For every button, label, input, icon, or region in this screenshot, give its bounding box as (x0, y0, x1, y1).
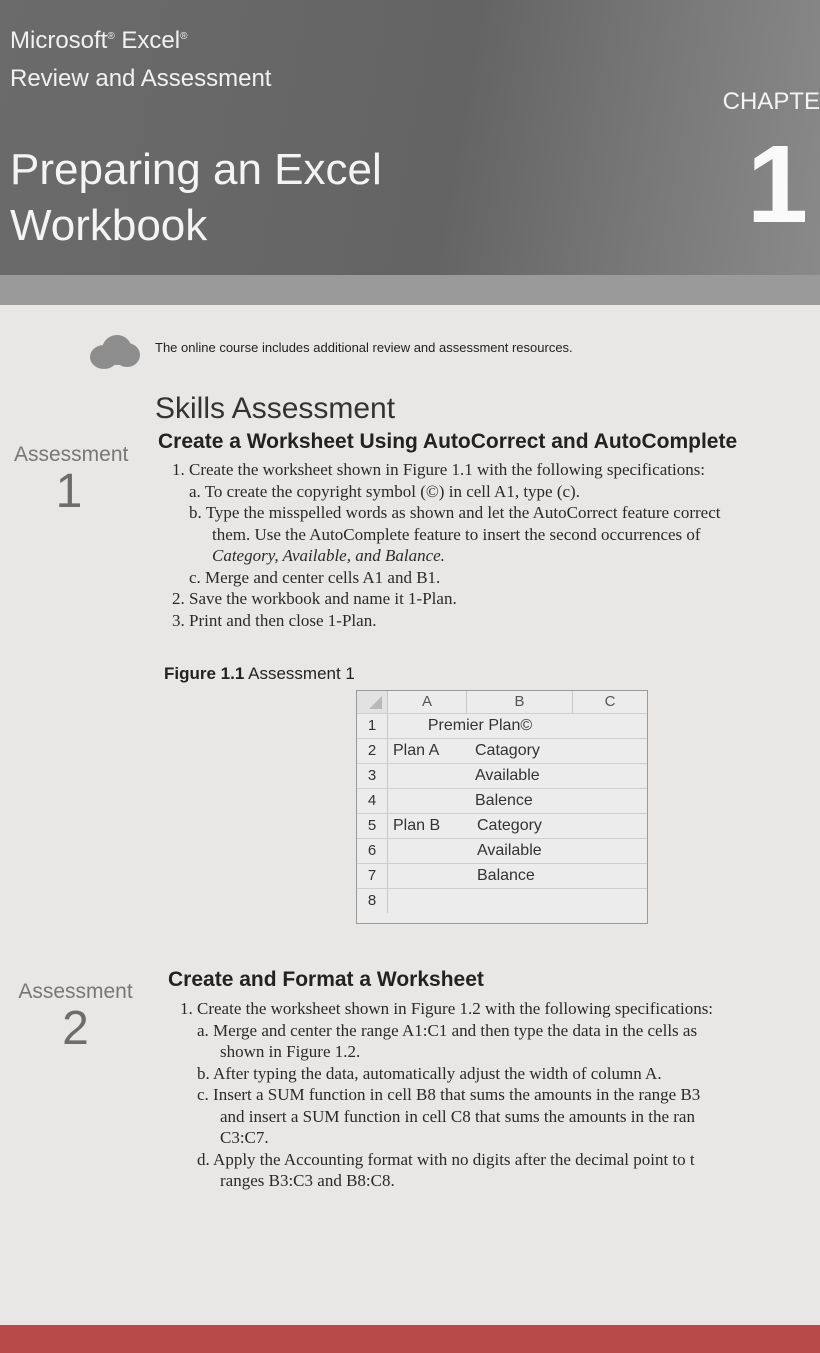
cell-b2: Catagory (475, 742, 540, 759)
column-header-c: C (604, 693, 616, 710)
row-header: 1 (357, 714, 388, 738)
assessment-1-instructions (172, 459, 720, 631)
assessment-number: 2 (62, 1002, 89, 1055)
section-title: Skills Assessment (155, 392, 396, 425)
registered-mark: ® (107, 31, 115, 42)
cell-b7: Balance (477, 867, 535, 884)
cell-a2: Plan A (393, 742, 440, 759)
row-header: 2 (357, 739, 388, 763)
chapter-label: CHAPTE (722, 88, 820, 115)
instruction-line: ranges B3:C3 and B8:C8. (220, 1171, 395, 1190)
registered-mark-2: ® (180, 31, 188, 42)
row-header: 7 (357, 864, 388, 888)
instruction-line: and insert a SUM function in cell C8 that sums the amounts in the ran (220, 1106, 695, 1126)
assessment-2-instructions (180, 998, 713, 1192)
cell-b6: Available (477, 842, 542, 859)
instruction-line: 3. Print and then close 1-Plan. (172, 610, 377, 630)
cell-a5: Plan B (393, 817, 441, 834)
instruction-line: b. After typing the data, automatically adjust the width of column A. (197, 1063, 662, 1083)
instruction-line: d. Apply the Accounting format with no digits after the decimal point to t (197, 1149, 695, 1169)
brand-excel: Excel (121, 27, 181, 54)
brand-subtitle: Review and Assessment (10, 65, 272, 92)
figure-caption-text: Assessment 1 (248, 664, 355, 683)
spreadsheet-figure (356, 690, 648, 924)
figure-label: Figure 1.1 (164, 664, 245, 683)
assessment-1-marker (14, 443, 129, 518)
instruction-line: a. Merge and center the range A1:C1 and then type the data in the cells as (197, 1020, 698, 1040)
row-header: 8 (357, 889, 388, 913)
assessment-number: 1 (55, 465, 83, 518)
instruction-line: shown in Figure 1.2. (220, 1042, 361, 1061)
assessment-2-title: Create and Format a Worksheet (168, 968, 484, 991)
instruction-line: 1. Create the worksheet shown in Figure 1.1 with the following specifications: (172, 460, 706, 479)
cell-b4: Balence (475, 792, 533, 809)
chapter-title (10, 142, 382, 254)
column-header-b: B (467, 691, 573, 713)
instruction-line: C3:C7. (220, 1128, 269, 1147)
figure-caption (164, 664, 355, 684)
instruction-line: c. Merge and center cells A1 and B1. (189, 567, 441, 587)
column-header-a: A (388, 691, 467, 713)
assessment-label: Assessment (14, 443, 129, 466)
row-header: 5 (357, 814, 388, 838)
select-all-corner (357, 691, 388, 713)
header-band (0, 275, 820, 307)
online-resources-note: The online course includes additional review and assessment resources. (155, 340, 573, 355)
brand-block (10, 18, 271, 98)
row-header: 4 (357, 789, 388, 813)
merged-title-cell: Premier Plan© (427, 717, 533, 734)
row-header: 3 (357, 764, 388, 788)
instruction-line: Category, Available, and Balance. (212, 546, 445, 565)
chapter-title-line2: Workbook (10, 201, 208, 250)
cell-b3: Available (475, 767, 540, 784)
cell-b5: Category (477, 817, 542, 834)
instruction-line: b. Type the misspelled words as shown and let the AutoCorrect feature correct (189, 503, 721, 522)
chapter-header (0, 0, 820, 305)
instruction-line: them. Use the AutoComplete feature to insert the second occurrences of (212, 524, 701, 544)
assessment-1-title: Create a Worksheet Using AutoCorrect and AutoComplete (158, 430, 738, 453)
instruction-line: 1. Create the worksheet shown in Figure 1.2 with the following specifications: (180, 999, 714, 1018)
brand-microsoft: Microsoft (10, 27, 108, 54)
row-header: 6 (357, 839, 388, 863)
instruction-line: c. Insert a SUM function in cell B8 that sums the amounts in the range B3 (197, 1085, 701, 1104)
chapter-number: 1 (746, 123, 808, 246)
assessment-2-marker (18, 980, 133, 1054)
assessment-label: Assessment (18, 980, 133, 1003)
tablecloth-strip (0, 1325, 820, 1353)
instruction-line: a. To create the copyright symbol (©) in cell A1, type (c). (189, 481, 580, 501)
chapter-title-line1: Preparing an Excel (10, 145, 382, 194)
cloud-icon (90, 333, 140, 369)
instruction-line: 2. Save the workbook and name it 1-Plan. (172, 589, 457, 608)
